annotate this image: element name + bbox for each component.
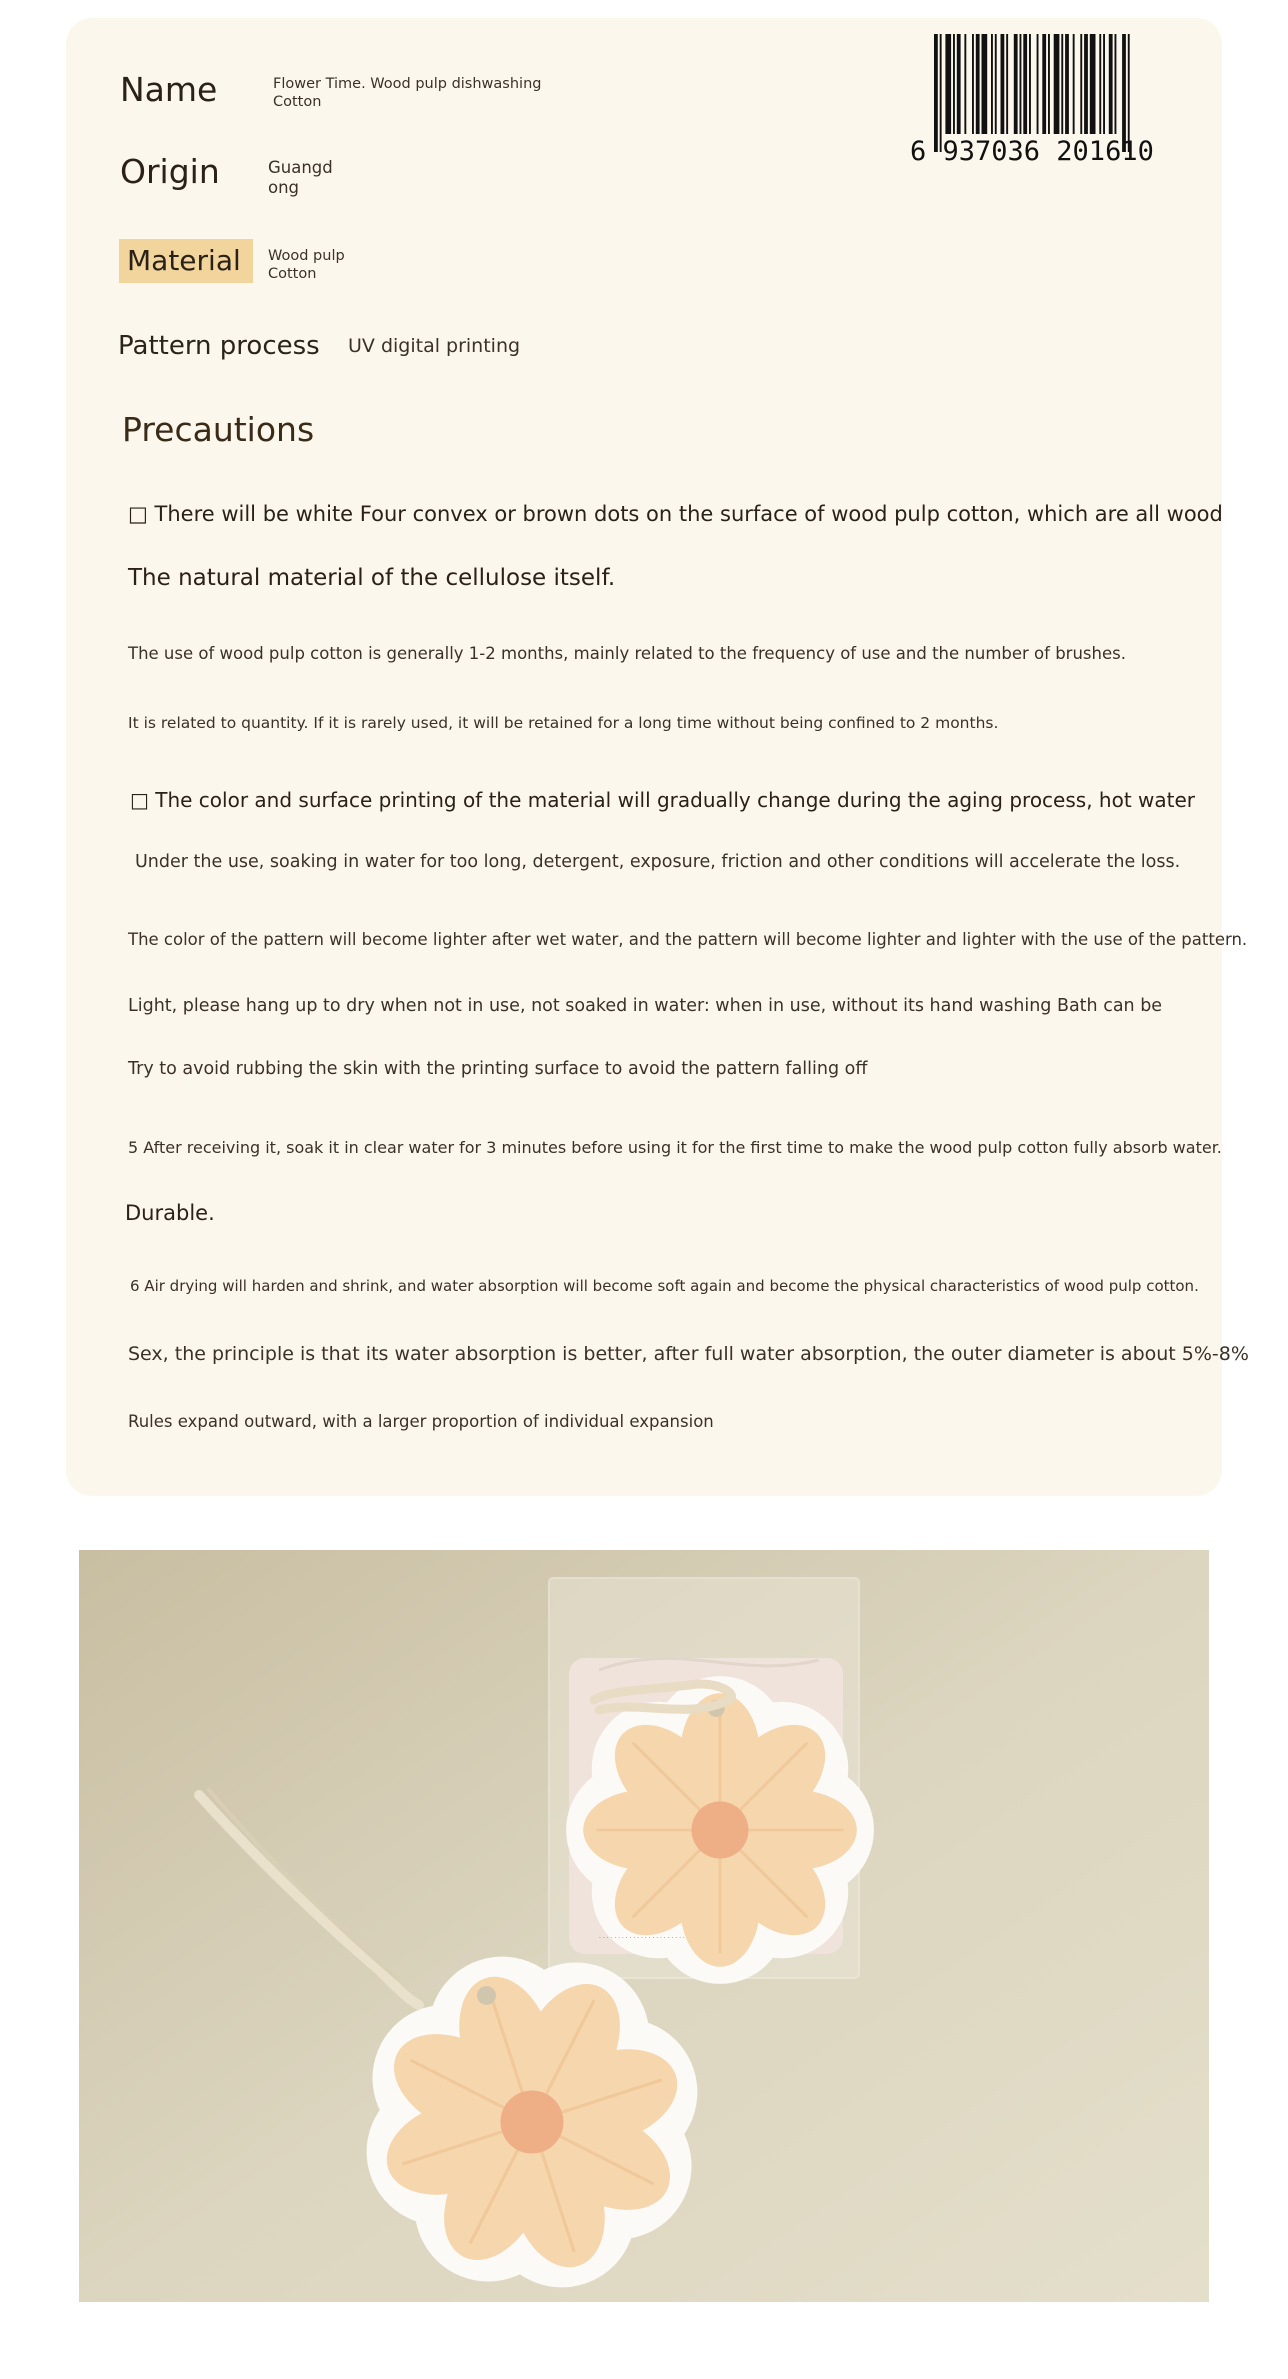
barcode-bar — [1073, 34, 1075, 134]
barcode-bar — [1001, 34, 1005, 134]
barcode-bar — [1115, 34, 1117, 134]
material-value: Wood pulp Cotton — [268, 248, 345, 282]
pattern-label: Pattern process — [118, 331, 320, 361]
barcode — [910, 34, 1200, 164]
barcode-bar — [1061, 34, 1063, 134]
barcode-bar — [957, 34, 961, 134]
spec-card — [66, 18, 1249, 1496]
precaution-line-9: Try to avoid rubbing the skin with the printing surface to avoid the pattern falling off — [128, 1059, 868, 1079]
barcode-bar — [1006, 34, 1008, 134]
barcode-bar — [964, 34, 966, 134]
precaution-line-7: The color of the pattern will become lighter after wet water, and the pattern will become lighter and lighter with the use of the pattern. — [128, 930, 1248, 949]
precaution-line-5: □ The color and surface printing of the material will gradually change during the aging process, hot water — [130, 788, 1196, 812]
product-photo — [79, 1550, 1209, 2302]
precaution-line-2: The natural material of the cellulose itself. — [128, 565, 616, 591]
package-fine-print: · · · · · · · · · · · · · · · · · · · · · · · — [599, 1935, 685, 1942]
barcode-bar — [1048, 34, 1050, 134]
precaution-line-3: The use of wood pulp cotton is generally 1-2 months, mainly related to the frequency of use and the number of brushes. — [128, 644, 1126, 663]
barcode-bar — [982, 34, 988, 134]
barcode-bar — [1023, 34, 1027, 134]
name-value: Flower Time. Wood pulp dishwashing Cotton — [273, 76, 542, 110]
barcode-bar — [1020, 34, 1022, 134]
material-label: Material — [119, 239, 253, 283]
origin-label: Origin — [120, 152, 220, 191]
barcode-bar — [934, 34, 938, 152]
barcode-bar — [1042, 34, 1046, 134]
barcode-bar — [1014, 34, 1018, 134]
barcode-bar — [1037, 34, 1039, 134]
precaution-line-11: Durable. — [125, 1201, 215, 1225]
barcode-bars — [934, 34, 1130, 152]
precautions-title: Precautions — [122, 410, 315, 449]
precaution-line-1: □ There will be white Four convex or brown dots on the surface of wood pulp cotton, which are all wood — [128, 502, 1223, 526]
name-label: Name — [120, 70, 218, 109]
barcode-bar — [1099, 34, 1101, 134]
pattern-value: UV digital printing — [348, 335, 521, 357]
barcode-bar — [1103, 34, 1105, 134]
barcode-bar — [1054, 34, 1060, 134]
origin-value: Guangd ong — [268, 158, 333, 197]
barcode-bar — [945, 34, 951, 134]
barcode-bar — [972, 34, 974, 134]
barcode-bar — [1084, 34, 1088, 134]
barcode-bar — [1128, 34, 1130, 152]
barcode-bar — [940, 34, 942, 152]
precaution-line-8: Light, please hang up to dry when not in use, not soaked in water: when in use, without its hand washing Bath can be — [128, 996, 1163, 1016]
precaution-line-14: Rules expand outward, with a larger proportion of individual expansion — [128, 1412, 714, 1431]
barcode-number: 6 937036 201610 — [910, 136, 1154, 164]
barcode-bar — [953, 34, 955, 134]
barcode-bar — [1109, 34, 1113, 134]
barcode-bar — [1065, 34, 1069, 134]
barcode-bar — [1029, 34, 1031, 134]
barcode-bar — [995, 34, 997, 134]
precaution-line-6: Under the use, soaking in water for too long, detergent, exposure, friction and other conditions will accelerate the loss. — [135, 852, 1181, 872]
precaution-line-13: Sex, the principle is that its water absorption is better, after full water absorption, the outer diameter is about 5%-8% — [128, 1343, 1249, 1365]
precaution-line-12: 6 Air drying will harden and shrink, and water absorption will become soft again and become the physical characteristics of wood pulp cotton. — [130, 1277, 1199, 1295]
precaution-line-10: 5 After receiving it, soak it in clear water for 3 minutes before using it for the first time to make the wood pulp cotton fully absorb water. — [128, 1138, 1222, 1157]
barcode-bar — [1080, 34, 1082, 134]
barcode-bar — [991, 34, 993, 134]
barcode-bar — [976, 34, 980, 134]
barcode-bar — [1122, 34, 1126, 152]
barcode-bar — [1090, 34, 1096, 134]
precaution-line-4: It is related to quantity. If it is rarely used, it will be retained for a long time without being confined to 2 months. — [128, 714, 999, 732]
